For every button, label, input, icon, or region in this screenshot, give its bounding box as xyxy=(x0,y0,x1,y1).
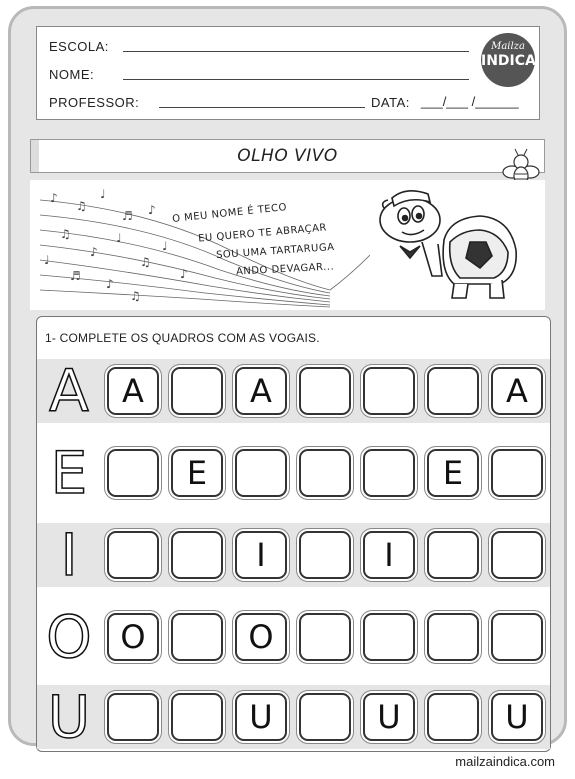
svg-text:♪: ♪ xyxy=(90,245,98,259)
empty-letter-box[interactable] xyxy=(299,693,351,741)
empty-letter-box[interactable] xyxy=(171,531,223,579)
empty-letter-box[interactable] xyxy=(299,449,351,497)
filled-letter-box: O xyxy=(235,613,287,661)
outline-vowel: U xyxy=(47,683,91,751)
name-field[interactable] xyxy=(123,79,469,80)
svg-text:♫: ♫ xyxy=(130,289,141,303)
empty-letter-box[interactable] xyxy=(427,531,479,579)
svg-text:♫: ♫ xyxy=(140,255,151,269)
svg-text:♫: ♫ xyxy=(60,227,71,241)
vowel-row xyxy=(37,605,550,669)
svg-text:♪: ♪ xyxy=(180,267,188,281)
empty-letter-box[interactable] xyxy=(363,449,415,497)
story-line-1: O MEU NOME É TECO xyxy=(171,202,288,225)
instruction-text: 1- COMPLETE OS QUADROS COM AS VOGAIS. xyxy=(45,331,320,345)
story-panel xyxy=(30,180,545,310)
story-line-4: ANDO DEVAGAR... xyxy=(235,261,335,278)
empty-letter-box[interactable] xyxy=(299,531,351,579)
filled-letter-box: E xyxy=(171,449,223,497)
empty-letter-box[interactable] xyxy=(299,367,351,415)
empty-letter-box[interactable] xyxy=(427,613,479,661)
empty-letter-box[interactable] xyxy=(363,613,415,661)
empty-letter-box[interactable] xyxy=(107,449,159,497)
filled-letter-box: A xyxy=(235,367,287,415)
footer-url: mailzaindica.com xyxy=(455,754,555,769)
empty-letter-box[interactable] xyxy=(427,367,479,415)
filled-letter-box: U xyxy=(491,693,543,741)
school-field[interactable] xyxy=(123,51,469,52)
outline-vowel: E xyxy=(50,439,88,507)
outline-vowel: A xyxy=(49,357,89,425)
svg-text:♪: ♪ xyxy=(106,277,114,291)
date-field[interactable]: ___/___ /______ xyxy=(421,94,519,109)
filled-letter-box: O xyxy=(107,613,159,661)
turtle-icon xyxy=(370,180,520,310)
vowel-row xyxy=(37,523,550,587)
outline-vowel: I xyxy=(60,521,78,589)
vowel-row xyxy=(37,685,550,749)
filled-letter-box: I xyxy=(235,531,287,579)
svg-text:♩: ♩ xyxy=(162,239,168,253)
story-line-3: SOU UMA TARTARUGA xyxy=(215,241,335,262)
vowel-row xyxy=(37,359,550,423)
svg-text:♪: ♪ xyxy=(148,203,156,217)
exercise-panel xyxy=(36,316,551,752)
title-bar xyxy=(30,139,545,173)
svg-text:♬: ♬ xyxy=(70,269,81,283)
filled-letter-box: E xyxy=(427,449,479,497)
teacher-label: PROFESSOR: xyxy=(49,95,140,110)
date-label: DATA: xyxy=(371,95,410,110)
empty-letter-box[interactable] xyxy=(427,693,479,741)
svg-text:♪: ♪ xyxy=(50,191,58,205)
svg-text:♩: ♩ xyxy=(44,253,50,267)
filled-letter-box: U xyxy=(363,693,415,741)
brand-logo xyxy=(481,33,535,87)
name-label: NOME: xyxy=(49,67,95,82)
empty-letter-box[interactable] xyxy=(171,367,223,415)
filled-letter-box: I xyxy=(363,531,415,579)
empty-letter-box[interactable] xyxy=(491,613,543,661)
story-line-2: EU QUERO TE ABRAÇAR xyxy=(197,222,328,245)
filled-letter-box: A xyxy=(491,367,543,415)
vowel-row xyxy=(37,441,550,505)
header-box xyxy=(36,26,540,120)
logo-line1: Mailza xyxy=(491,41,525,52)
svg-text:♫: ♫ xyxy=(76,199,87,213)
outline-vowel: O xyxy=(46,603,92,671)
svg-text:♩: ♩ xyxy=(116,231,122,245)
svg-text:♬: ♬ xyxy=(122,209,133,223)
empty-letter-box[interactable] xyxy=(363,367,415,415)
empty-letter-box[interactable] xyxy=(299,613,351,661)
filled-letter-box: U xyxy=(235,693,287,741)
empty-letter-box[interactable] xyxy=(235,449,287,497)
filled-letter-box: A xyxy=(107,367,159,415)
school-label: ESCOLA: xyxy=(49,39,109,54)
empty-letter-box[interactable] xyxy=(491,531,543,579)
logo-line2: INDICA xyxy=(481,53,536,69)
empty-letter-box[interactable] xyxy=(171,613,223,661)
teacher-field[interactable] xyxy=(159,107,365,108)
empty-letter-box[interactable] xyxy=(107,531,159,579)
page-title: OLHO VIVO xyxy=(237,146,338,166)
svg-text:♩: ♩ xyxy=(100,187,106,201)
empty-letter-box[interactable] xyxy=(491,449,543,497)
empty-letter-box[interactable] xyxy=(107,693,159,741)
empty-letter-box[interactable] xyxy=(171,693,223,741)
